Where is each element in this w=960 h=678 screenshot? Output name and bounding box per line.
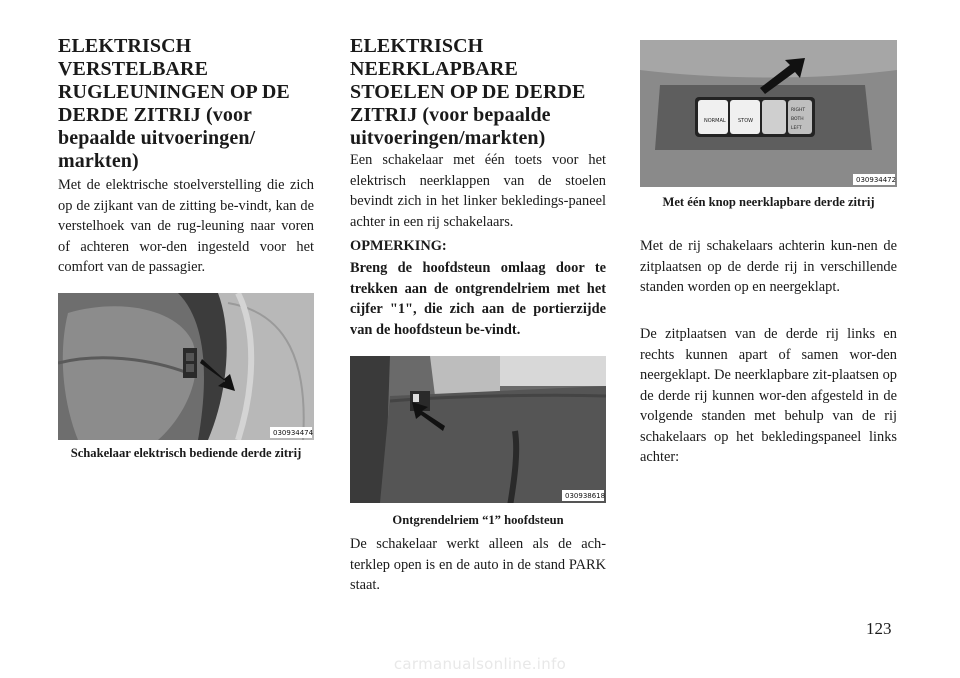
note-text: Breng de hoofdsteun omlaag door te trekken aan de ontgrendelriem met het cijfer "1", die zich aan de portierzijde van de hoofdsteun be-vindt. (350, 260, 606, 338)
footer-watermark: carmanualsonline.info (393, 655, 567, 673)
figure-caption: Schakelaar elektrisch bediende derde zitrij (70, 446, 302, 460)
section-body-power-recline: Met de elektrische stoelverstelling die zich op de zijkant van de zitting be-vindt, kan de verstelhoek van de rug-leuning naar voren of achteren wor-den ingesteld voor het comfort van de passagier. (58, 177, 314, 275)
section-heading-power-recline: ELEKTRISCH VERSTELBARE RUGLEUNINGEN OP DE DERDE ZITRIJ (voor bepaalde uitvoeringen/ markten) (58, 35, 290, 172)
fold-positions-description: De zitplaatsen van de derde rij links en rechts kunnen apart of samen wor-den neergeklapt. De neerklapbare zit-plaatsen op de derde rij kunnen wor-den afgesteld in de volgende standen met behulp van de rij schakelaars op het bekledingspaneel links achter: (640, 326, 897, 465)
switch-bank-description: Met de rij schakelaars achterin kun-nen de zitplaatsen op de derde rij in verschillende standen worden op en neergeklapt. (640, 238, 897, 295)
button-label-left: LEFT (791, 126, 802, 131)
button-label-stow: STOW (738, 118, 754, 124)
figure-code: 030934474 (273, 429, 314, 437)
button-label-right: RIGHT (791, 108, 806, 113)
figure-headrest-strap (350, 356, 606, 503)
button-label-both: BOTH (791, 117, 804, 122)
figure-code: 030938618 (565, 492, 606, 500)
page-number: 123 (866, 619, 892, 638)
figure-caption: Met één knop neerklapbare derde zitrij (662, 195, 875, 209)
section-body-power-fold: Een schakelaar met één toets voor het elektrisch neerklappen van de stoelen bevindt zich in het linker bekledings-paneel achter in een rij schakelaars. (350, 152, 606, 230)
button-label-normal: NORMAL (704, 118, 726, 124)
figure-code: 030934472 (856, 176, 897, 184)
switch-condition-text: De schakelaar werkt alleen als de ach-terklep open is en de auto in de stand PARK staat. (350, 536, 606, 593)
figure-fold-switch-bank (640, 40, 897, 187)
figure-power-seat-switch (58, 293, 314, 440)
note-label: OPMERKING: (350, 238, 447, 254)
section-heading-power-fold: ELEKTRISCH NEERKLAPBARE STOELEN OP DE DERDE ZITRIJ (voor bepaalde uitvoeringen/markten) (350, 35, 586, 149)
figure-caption: Ontgrendelriem “1” hoofdsteun (392, 513, 564, 527)
